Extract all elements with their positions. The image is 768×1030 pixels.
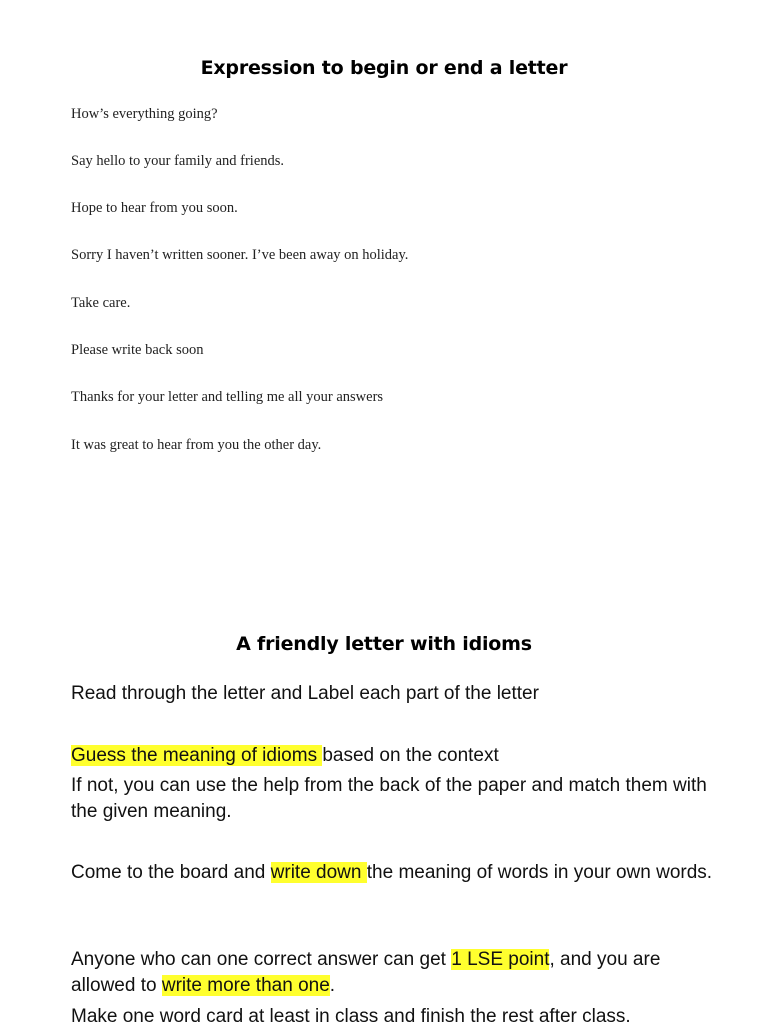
phrase-item: Take care. [71, 295, 131, 311]
highlight-write-down: write down [270, 862, 367, 883]
highlight-write-more: write more than one [161, 975, 330, 996]
highlight-guess-meaning: Guess the meaning of idioms [71, 745, 323, 766]
instruction-guess-rest: based on the context [322, 745, 499, 766]
instruction-lse-before: Anyone who can one correct answer can get [71, 949, 452, 970]
instruction-word-card: Make one word card at least in class and finish the rest after class. [71, 1006, 631, 1027]
phrase-item: Hope to hear from you soon. [71, 200, 238, 216]
instruction-lse-middle: , and you are allowed to [71, 949, 661, 996]
phrase-item: Thanks for your letter and telling me all your answers [71, 389, 384, 405]
section-title-friendly-letter: A friendly letter with idioms [236, 633, 532, 655]
instruction-lse-end: . [329, 975, 336, 996]
instruction-use-help: If not, you can use the help from the back of the paper and match them with the given meaning. [71, 775, 707, 822]
phrase-item: How’s everything going? [71, 106, 218, 122]
phrase-item: Sorry I haven’t written sooner. I’ve been away on holiday. [71, 247, 409, 263]
instruction-board-before: Come to the board and [71, 862, 271, 883]
highlight-lse-point: 1 LSE point [451, 949, 550, 970]
instruction-lse-point [71, 947, 711, 999]
phrase-item: It was great to hear from you the other day. [71, 437, 322, 453]
phrase-item: Please write back soon [71, 342, 204, 358]
section-title-expressions: Expression to begin or end a letter [200, 57, 568, 79]
instruction-come-to-board [71, 860, 731, 886]
instruction-board-after: the meaning of words in your own words. [366, 862, 713, 883]
phrase-item: Say hello to your family and friends. [71, 153, 285, 169]
instruction-guess-idioms [71, 743, 731, 769]
instruction-read-label: Read through the letter and Label each part of the letter [71, 683, 539, 704]
